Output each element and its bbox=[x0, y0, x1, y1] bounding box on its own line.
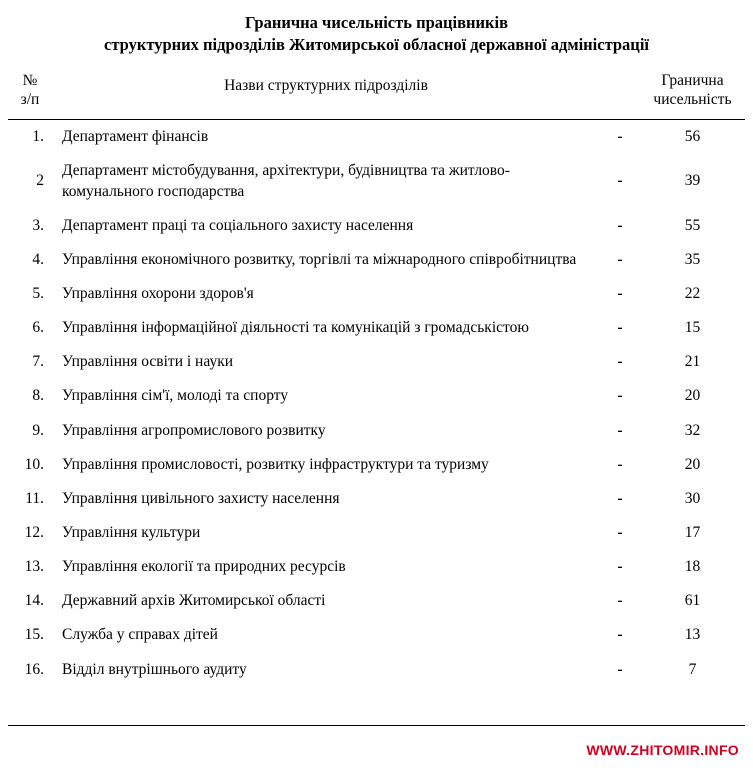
table-row bbox=[8, 618, 745, 652]
column-header-number-line-2: з/п bbox=[20, 90, 40, 108]
table-body bbox=[8, 120, 745, 687]
row-dash: - bbox=[617, 128, 623, 146]
row-dash: - bbox=[617, 284, 623, 302]
row-dash: - bbox=[617, 216, 623, 234]
row-value: 39 bbox=[684, 172, 701, 190]
row-name: Управління культури bbox=[62, 523, 201, 541]
row-value: 55 bbox=[684, 216, 701, 234]
table-row bbox=[8, 653, 745, 687]
page-title-line-1: Гранична чисельність працівників bbox=[244, 13, 509, 32]
row-value: 13 bbox=[684, 626, 701, 644]
row-name: Департамент містобудування, архітектури, будівництва та житлово-комунального господарства bbox=[62, 162, 510, 200]
row-name: Відділ внутрішнього аудиту bbox=[62, 660, 247, 678]
table-row bbox=[8, 154, 745, 208]
row-number: 9. bbox=[32, 421, 44, 439]
row-number: 15. bbox=[24, 626, 44, 644]
row-number: 5. bbox=[32, 284, 44, 302]
row-dash: - bbox=[617, 421, 623, 439]
column-header-dash bbox=[600, 67, 640, 120]
table-row bbox=[8, 345, 745, 379]
watermark-label: WWW.ZHITOMIR.INFO bbox=[586, 742, 739, 758]
row-name: Управління екології та природних ресурсів bbox=[62, 558, 346, 576]
row-name: Управління сім'ї, молоді та спорту bbox=[62, 387, 289, 405]
row-name: Управління промисловості, розвитку інфраструктури та туризму bbox=[62, 455, 489, 473]
row-dash: - bbox=[617, 660, 623, 678]
row-value: 21 bbox=[684, 353, 701, 371]
table-row bbox=[8, 311, 745, 345]
row-dash: - bbox=[617, 592, 623, 610]
row-number: 6. bbox=[32, 319, 44, 337]
staff-limits-table bbox=[8, 67, 745, 687]
row-number: 13. bbox=[24, 558, 44, 576]
row-name: Служба у справах дітей bbox=[62, 626, 218, 644]
table-row bbox=[8, 379, 745, 413]
row-value: 17 bbox=[684, 523, 701, 541]
row-dash: - bbox=[617, 455, 623, 473]
row-value: 22 bbox=[684, 284, 701, 302]
row-value: 30 bbox=[684, 489, 701, 507]
row-number: 8. bbox=[32, 387, 44, 405]
row-name: Державний архів Житомирської області bbox=[62, 592, 326, 610]
table-row bbox=[8, 243, 745, 277]
row-number: 3. bbox=[32, 216, 44, 234]
row-number: 1. bbox=[32, 128, 44, 146]
table-row bbox=[8, 277, 745, 311]
row-value: 61 bbox=[684, 592, 701, 610]
row-dash: - bbox=[617, 626, 623, 644]
row-number: 12. bbox=[24, 523, 44, 541]
column-header-number-line-1: № bbox=[22, 71, 38, 89]
row-name: Департамент фінансів bbox=[62, 128, 209, 146]
row-number: 16. bbox=[24, 660, 44, 678]
row-value: 20 bbox=[684, 387, 701, 405]
row-number: 2 bbox=[36, 172, 44, 190]
row-dash: - bbox=[617, 250, 623, 268]
row-value: 18 bbox=[684, 558, 701, 576]
table-row bbox=[8, 584, 745, 618]
page-title bbox=[8, 12, 745, 57]
column-header-name: Назви структурних підрозділів bbox=[52, 67, 600, 120]
table-row bbox=[8, 209, 745, 243]
column-header-number bbox=[8, 67, 52, 120]
row-value: 32 bbox=[684, 421, 701, 439]
row-dash: - bbox=[617, 319, 623, 337]
row-number: 4. bbox=[32, 250, 44, 268]
row-name: Управління цивільного захисту населення bbox=[62, 489, 340, 507]
table-header-row bbox=[8, 67, 745, 120]
column-header-value-line-2: чисельність bbox=[653, 90, 732, 108]
row-name: Управління економічного розвитку, торгівлі та міжнародного співробітництва bbox=[62, 250, 577, 268]
page-title-line-2: структурних підрозділів Житомирської обласної державної адміністрації bbox=[104, 35, 649, 55]
column-header-value bbox=[640, 67, 745, 120]
row-number: 10. bbox=[24, 455, 44, 473]
row-name: Управління освіти і науки bbox=[62, 353, 234, 371]
row-number: 11. bbox=[25, 489, 44, 507]
row-dash: - bbox=[617, 489, 623, 507]
table-row bbox=[8, 120, 745, 155]
row-number: 14. bbox=[24, 592, 44, 610]
table-row bbox=[8, 414, 745, 448]
row-value: 56 bbox=[684, 128, 701, 146]
row-value: 20 bbox=[684, 455, 701, 473]
row-value: 15 bbox=[684, 319, 701, 337]
row-dash: - bbox=[617, 558, 623, 576]
row-name: Управління інформаційної діяльності та комунікацій з громадськістою bbox=[62, 319, 529, 337]
table-header bbox=[8, 67, 745, 120]
table-row bbox=[8, 448, 745, 482]
column-header-value-line-1: Гранична bbox=[661, 71, 724, 89]
row-name: Управління агропромислового розвитку bbox=[62, 421, 326, 439]
row-dash: - bbox=[617, 353, 623, 371]
footer-divider bbox=[8, 725, 745, 726]
row-dash: - bbox=[617, 523, 623, 541]
row-value: 35 bbox=[684, 250, 701, 268]
table-row bbox=[8, 482, 745, 516]
row-dash: - bbox=[617, 387, 623, 405]
row-dash: - bbox=[617, 172, 623, 190]
table-row bbox=[8, 550, 745, 584]
row-name: Департамент праці та соціального захисту населення bbox=[62, 216, 414, 234]
row-name: Управління охорони здоров'я bbox=[62, 284, 254, 302]
table-row bbox=[8, 516, 745, 550]
row-value: 7 bbox=[688, 660, 697, 678]
row-number: 7. bbox=[32, 353, 44, 371]
